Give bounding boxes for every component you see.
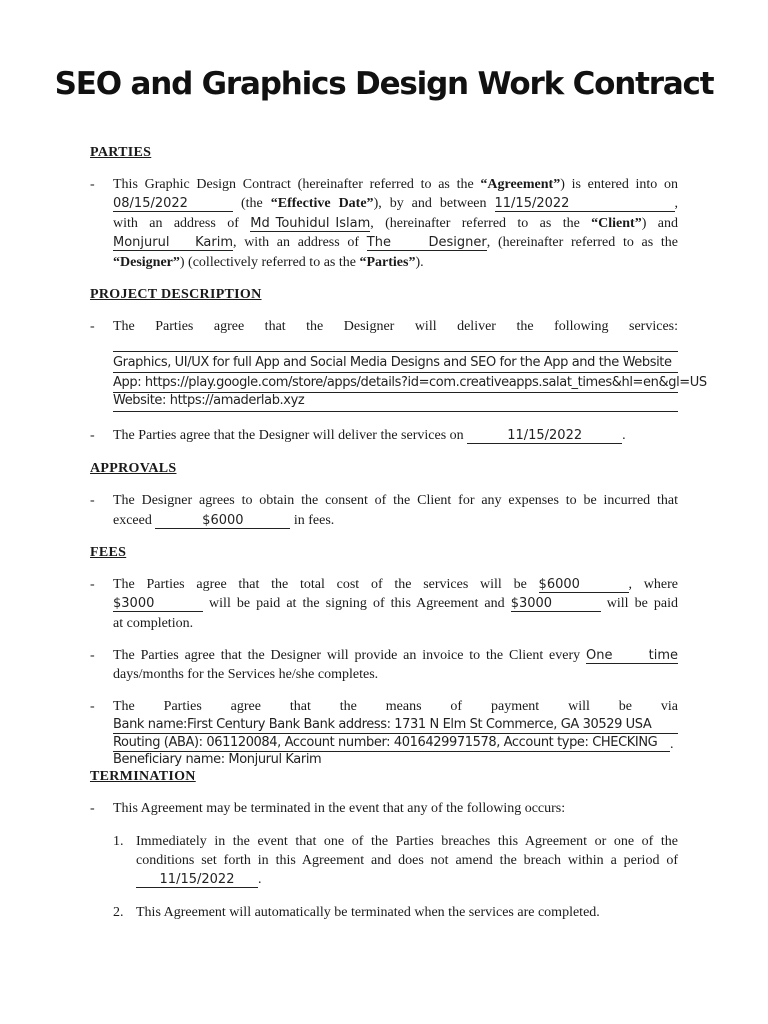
- bullet-dash: -: [90, 428, 95, 443]
- client-date-field[interactable]: 11/15/2022: [495, 196, 675, 212]
- effective-date-field[interactable]: 08/15/2022: [113, 196, 233, 212]
- bullet-dash: -: [90, 319, 95, 334]
- parties-line-3: with an address of Md Touhidul Islam, (hereinafter referred to as the “Client”) and: [113, 216, 678, 231]
- services-rule: [113, 351, 678, 352]
- completion-amount-field[interactable]: $3000: [511, 596, 601, 612]
- parties-line-5: “Designer”) (collectively referred to as the “Parties”).: [113, 255, 424, 270]
- services-rule: [113, 411, 678, 412]
- payment-line: The Parties agree that the means of payment will be via: [113, 699, 678, 714]
- expense-limit-field[interactable]: $6000: [155, 513, 290, 529]
- bank-rule: [113, 733, 678, 734]
- parties-line-1: This Graphic Design Contract (hereinafter referred to as the “Agreement”) is entered into on: [113, 177, 678, 192]
- list-number: 1.: [113, 834, 124, 849]
- delivery-date-field[interactable]: 11/15/2022: [467, 428, 622, 444]
- bullet-dash: -: [90, 577, 95, 592]
- bullet-dash: -: [90, 177, 95, 192]
- approvals-line-1: The Designer agrees to obtain the consent of the Client for any expenses to be incurred that: [113, 493, 678, 508]
- client-name-field[interactable]: Md Touhidul Islam: [250, 216, 371, 231]
- payment-period: .: [670, 737, 674, 752]
- services-line-1[interactable]: Graphics, UI/UX for full App and Social Media Designs and SEO for the App and the Website: [113, 355, 672, 370]
- bank-line-2[interactable]: Routing (ABA): 061120084, Account number: 4016429971578, Account type: CHECKING: [113, 735, 658, 750]
- section-heading-project: PROJECT DESCRIPTION: [90, 287, 262, 302]
- termination-item-1-line-1: Immediately in the event that one of the Parties breaches this Agreement or one of the: [136, 834, 678, 849]
- section-heading-termination: TERMINATION: [90, 769, 196, 784]
- fees-line-3: at completion.: [113, 616, 194, 631]
- parties-line-2: 08/15/2022 (the “Effective Date”), by and between 11/15/2022 ,: [113, 196, 678, 211]
- project-intro: The Parties agree that the Designer will deliver the following services:: [113, 319, 678, 334]
- total-cost-field[interactable]: $6000: [539, 577, 629, 593]
- termination-item-1-line-2: conditions set forth in this Agreement and does not amend the breach within a period of: [136, 853, 678, 868]
- bullet-dash: -: [90, 801, 95, 816]
- fees-line-1: The Parties agree that the total cost of the services will be $6000 , where: [113, 577, 678, 592]
- services-rule: [113, 372, 678, 373]
- breach-period-field[interactable]: 11/15/2022: [136, 872, 258, 888]
- designer-address-field[interactable]: The Designer: [366, 235, 487, 250]
- designer-name-field[interactable]: Monjurul Karim: [113, 235, 233, 250]
- bullet-dash: -: [90, 493, 95, 508]
- parties-line-4: Monjurul Karim, with an address of The Designer, (hereinafter referred to as the: [113, 235, 678, 250]
- bank-line-3[interactable]: Beneficiary name: Monjurul Karim: [113, 752, 322, 767]
- bullet-dash: -: [90, 699, 95, 714]
- invoice-line-1: The Parties agree that the Designer will provide an invoice to the Client every One time: [113, 648, 678, 663]
- approvals-line-2: exceed $6000 in fees.: [113, 513, 335, 528]
- termination-item-2: This Agreement will automatically be terminated when the services are completed.: [136, 905, 600, 920]
- section-heading-fees: FEES: [90, 545, 127, 560]
- bullet-dash: -: [90, 648, 95, 663]
- signing-amount-field[interactable]: $3000: [113, 596, 203, 612]
- fees-line-2: $3000 will be paid at the signing of this Agreement and $3000 will be paid: [113, 596, 678, 611]
- bank-line-1[interactable]: Bank name:First Century Bank Bank address: 1731 N Elm St Commerce, GA 30529 USA: [113, 717, 652, 732]
- document-title: SEO and Graphics Design Work Contract: [54, 66, 714, 102]
- termination-intro: This Agreement may be terminated in the event that any of the following occurs:: [113, 801, 566, 816]
- invoice-line-2: days/months for the Services he/she completes.: [113, 667, 379, 682]
- list-number: 2.: [113, 905, 124, 920]
- deliver-line: The Parties agree that the Designer will deliver the services on 11/15/2022 .: [113, 428, 626, 443]
- services-line-3[interactable]: Website: https://amaderlab.xyz: [113, 393, 305, 408]
- services-line-2[interactable]: App: https://play.google.com/store/apps/details?id=com.creativeapps.salat_times&hl=en&gl=US: [113, 375, 707, 390]
- invoice-frequency-field[interactable]: One time: [586, 648, 678, 663]
- termination-item-1-line-3: 11/15/2022 .: [136, 872, 262, 888]
- section-heading-approvals: APPROVALS: [90, 461, 177, 476]
- section-heading-parties: PARTIES: [90, 145, 152, 160]
